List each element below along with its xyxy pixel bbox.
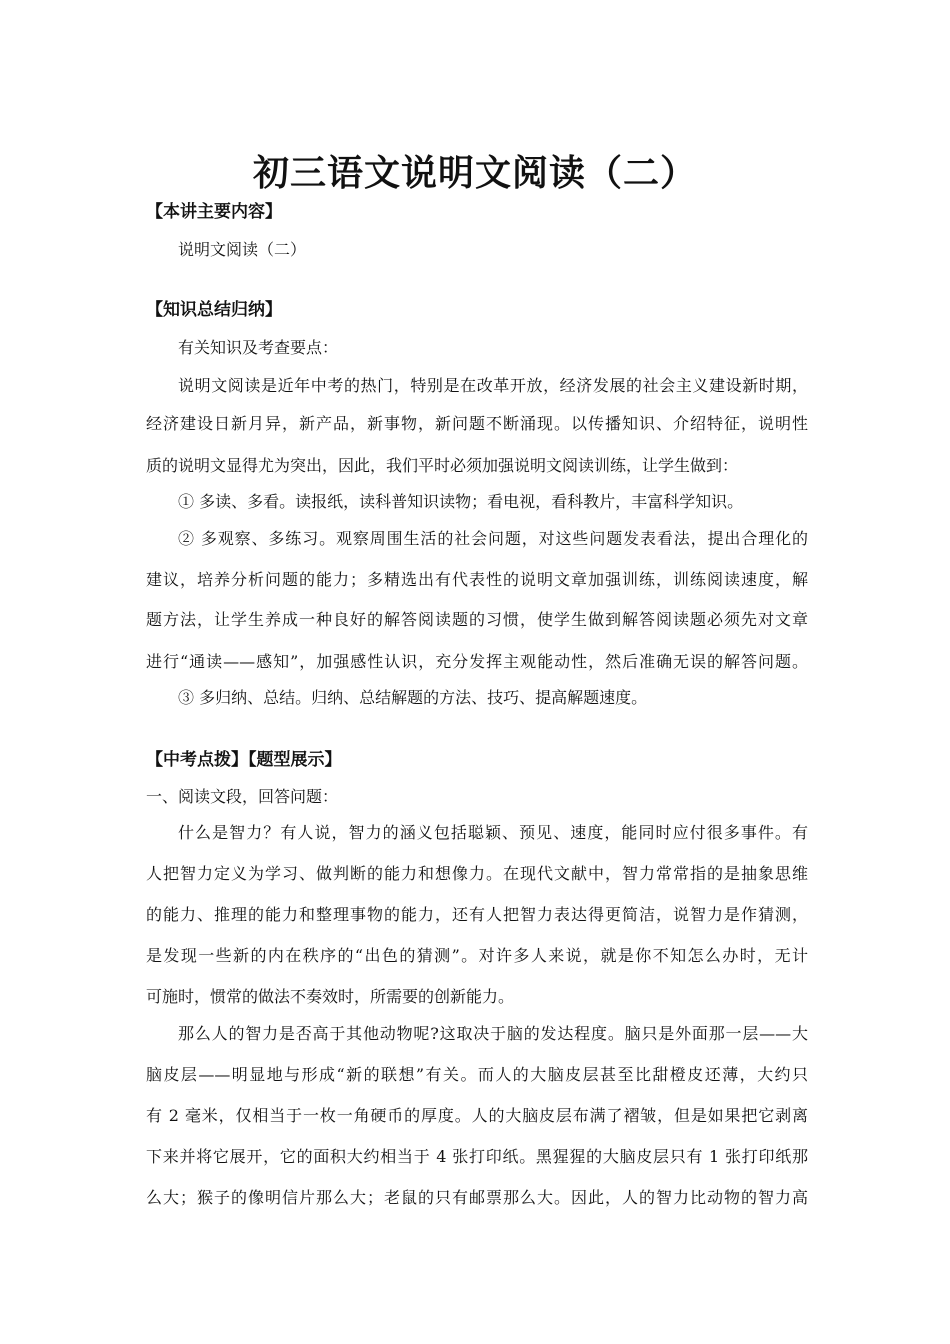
document-title: 初三语文说明文阅读（二） xyxy=(252,152,697,194)
paragraph-line: 题方法，让学生养成一种良好的解答阅读题的习惯，使学生做到解答阅读题必须先对文章 xyxy=(146,610,808,629)
paragraph-line: 建议，培养分析问题的能力；多精选出有代表性的说明文章加强训练，训练阅读速度，解 xyxy=(146,570,808,589)
paragraph-line: 进行“通读——感知”，加强感性认识，充分发挥主观能动性，然后准确无误的解答问题。 xyxy=(146,652,808,671)
section-heading-exam: 【中考点拨】【题型展示】 xyxy=(146,750,342,770)
section-heading-main-content: 【本讲主要内容】 xyxy=(146,202,282,222)
main-content-text: 说明文阅读（二） xyxy=(178,240,307,259)
paragraph-line: 有关知识及考查要点： xyxy=(178,338,339,357)
paragraph-line: 那么人的智力是否高于其他动物呢?这取决于脑的发达程度。脑只是外面那一层——大 xyxy=(178,1024,808,1043)
list-item: ③ 多归纳、总结。归纳、总结解题的方法、技巧、提高解题速度。 xyxy=(178,688,648,707)
paragraph-line: 下来并将它展开，它的面积大约相当于 4 张打印纸。黑猩猩的大脑皮层只有 1 张打印纸那 xyxy=(146,1147,808,1166)
paragraph-line: 脑皮层——明显地与形成“新的联想”有关。而人的大脑皮层甚至比甜橙皮还薄，大约只 xyxy=(146,1065,808,1084)
paragraph-line: 是发现一些新的内在秩序的“出色的猜测”。对许多人来说，就是你不知怎么办时，无计 xyxy=(146,946,808,965)
paragraph-line: 说明文阅读是近年中考的热门，特别是在改革开放，经济发展的社会主义建设新时期， xyxy=(178,376,808,395)
paragraph-line: 经济建设日新月异，新产品，新事物，新问题不断涌现。以传播知识、介绍特征，说明性 xyxy=(146,414,808,433)
paragraph-line: 有 2 毫米，仅相当于一枚一角硬币的厚度。人的大脑皮层布满了褶皱，但是如果把它剥离 xyxy=(146,1106,808,1125)
paragraph-line: 么大；猴子的像明信片那么大；老鼠的只有邮票那么大。因此，人的智力比动物的智力高 xyxy=(146,1188,808,1207)
paragraph-line: 的能力、推理的能力和整理事物的能力，还有人把智力表达得更简洁，说智力是作猜测， xyxy=(146,905,808,924)
paragraph-line: 人把智力定义为学习、做判断的能力和想像力。在现代文献中，智力常常指的是抽象思维 xyxy=(146,864,808,883)
list-item: ② 多观察、多练习。观察周围生活的社会问题，对这些问题发表看法，提出合理化的 xyxy=(178,529,808,548)
section-heading-summary: 【知识总结归纳】 xyxy=(146,300,282,320)
question-prompt: 一、阅读文段，回答问题： xyxy=(146,787,339,806)
paragraph-line: 什么是智力？有人说，智力的涵义包括聪颖、预见、速度，能同时应付很多事件。有 xyxy=(178,823,808,842)
paragraph-line: 质的说明文显得尤为突出，因此，我们平时必须加强说明文阅读训练，让学生做到： xyxy=(146,456,739,475)
list-item: ① 多读、多看。读报纸，读科普知识读物；看电视，看科教片，丰富科学知识。 xyxy=(178,492,744,511)
paragraph-line: 可施时，惯常的做法不奏效时，所需要的创新能力。 xyxy=(146,987,515,1006)
